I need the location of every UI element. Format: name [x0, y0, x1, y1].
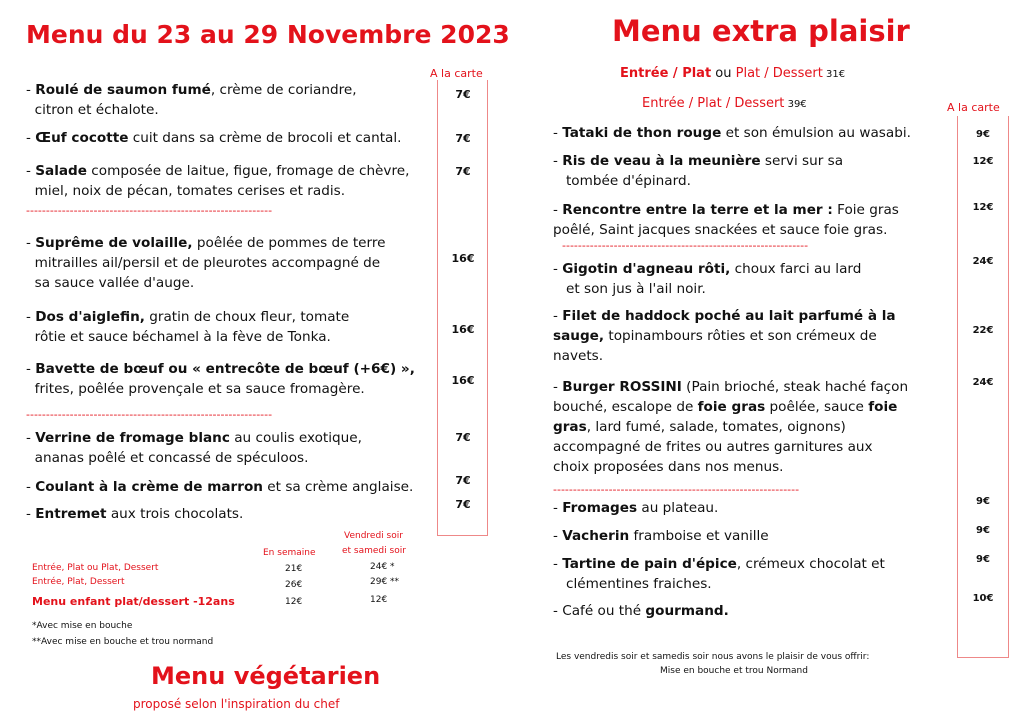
right-a-la-carte: A la carte: [947, 101, 1000, 114]
menu-item-tartine: - Tartine de pain d'épice, crémeux chocolat et clémentines fraiches.: [553, 556, 885, 592]
price-haddock: 22€: [972, 325, 994, 336]
separator: --------------------------------------------------------------: [26, 408, 273, 421]
price-tartine: 9€: [976, 554, 990, 565]
note-2: **Avec mise en bouche et trou normand: [32, 637, 214, 647]
menu-item-aiglefin: - Dos d'aiglefin, gratin de choux fleur, tomate rôtie et sauce béchamel à la fève de Tonka.: [26, 309, 350, 345]
formule-header-vendredi-2: et samedi soir: [342, 546, 406, 556]
veg-subtitle: proposé selon l'inspiration du chef: [133, 697, 340, 711]
menu-item-salade: - Salade composée de laitue, figue, fromage de chèvre, miel, noix de pécan, tomates cerises et radis.: [26, 163, 410, 199]
price-entremet: 7€: [455, 498, 471, 511]
menu-item-gigotin: - Gigotin d'agneau rôti, choux farci au lard et son jus à l'ail noir.: [553, 261, 862, 297]
menu-item-vacherin: - Vacherin framboise et vanille: [553, 528, 769, 544]
menu-item-tataki: - Tataki de thon rouge et son émulsion au wasabi.: [553, 125, 911, 141]
menu-item-burger: - Burger ROSSINI (Pain brioché, steak haché façon bouché, escalope de foie gras poêlée, sauce foie gras, lard fumé, salade, tomates, oignons) accompagné de frites ou autres garnitures aux choix proposées dans nos menus.: [553, 379, 909, 475]
separator: --------------------------------------------------------------: [26, 204, 273, 217]
formule-row-2-a: 26€: [285, 580, 303, 590]
formule-row-2-label: Entrée, Plat, Dessert: [32, 577, 125, 587]
menu-item-ris-de-veau: - Ris de veau à la meunière servi sur sa tombée d'épinard.: [553, 153, 844, 189]
price-verrine: 7€: [455, 431, 471, 444]
price-salade: 7€: [455, 165, 471, 178]
price-gigotin: 24€: [972, 256, 994, 267]
price-ris-de-veau: 12€: [972, 156, 994, 167]
price-oeuf: 7€: [455, 132, 471, 145]
formule-row-3-label: Menu enfant plat/dessert -12ans: [32, 595, 235, 608]
menu-item-saumon: - Roulé de saumon fumé, crème de coriandre, citron et échalote.: [26, 82, 357, 118]
menu-item-cafe: - Café ou thé gourmand.: [553, 603, 729, 619]
formule-header-semaine: En semaine: [263, 548, 316, 558]
formule-row-2-b: 29€ **: [370, 577, 400, 587]
formule-row-3-b: 12€: [370, 595, 388, 605]
menu-item-bavette: - Bavette de bœuf ou « entrecôte de bœuf (+6€) », frites, poêlée provençale et sa sauce fromagère.: [26, 361, 415, 397]
price-burger: 24€: [972, 377, 994, 388]
price-cafe: 10€: [972, 593, 994, 604]
price-vacherin: 9€: [976, 525, 990, 536]
price-tataki: 9€: [976, 129, 990, 140]
price-saumon: 7€: [455, 88, 471, 101]
formule-header-vendredi-1: Vendredi soir: [344, 531, 403, 541]
footer-line-1: Les vendredis soir et samedis soir nous avons le plaisir de vous offrir:: [556, 652, 870, 662]
menu-item-coulant: - Coulant à la crème de marron et sa crème anglaise.: [26, 479, 414, 495]
price-aiglefin: 16€: [451, 323, 475, 336]
left-a-la-carte: A la carte: [430, 67, 483, 80]
menu-item-rencontre: - Rencontre entre la terre et la mer : Foie gras poêlé, Saint jacques snackées et sauce foie gras.: [553, 202, 899, 238]
menu-item-haddock: - Filet de haddock poché au lait parfumé à la sauge, topinambours rôties et son crémeux de navets.: [553, 308, 896, 364]
veg-title: Menu végétarien: [151, 662, 381, 690]
left-title: Menu du 23 au 29 Novembre 2023: [26, 20, 510, 49]
price-volaille: 16€: [451, 252, 475, 265]
price-coulant: 7€: [455, 474, 471, 487]
menu-item-oeuf: - Œuf cocotte cuit dans sa crème de brocoli et cantal.: [26, 130, 402, 146]
formule-row-1-a: 21€: [285, 564, 303, 574]
price-bavette: 16€: [451, 374, 475, 387]
price-fromages: 9€: [976, 496, 990, 507]
formule-row-3-a: 12€: [285, 597, 303, 607]
separator: --------------------------------------------------------------: [553, 483, 800, 496]
menu-item-entremet: - Entremet aux trois chocolats.: [26, 506, 244, 522]
formule-row-1-label: Entrée, Plat ou Plat, Dessert: [32, 563, 159, 573]
menu-item-fromages: - Fromages au plateau.: [553, 500, 719, 516]
menu-item-verrine: - Verrine de fromage blanc au coulis exotique, ananas poêlé et concassé de spéculoos.: [26, 430, 362, 466]
note-1: *Avec mise en bouche: [32, 621, 133, 631]
formula-2: Entrée / Plat / Dessert 39€: [642, 96, 807, 111]
menu-item-volaille: - Suprême de volaille, poêlée de pommes de terre mitrailles ail/persil et de pleurotes accompagné de sa sauce vallée d'auge.: [26, 235, 386, 291]
formule-row-1-b: 24€ *: [370, 562, 395, 572]
right-title: Menu extra plaisir: [612, 14, 910, 48]
price-rencontre: 12€: [972, 202, 994, 213]
formula-1: Entrée / Plat ou Plat / Dessert 31€: [620, 66, 846, 81]
separator: --------------------------------------------------------------: [562, 239, 809, 252]
footer-line-2: Mise en bouche et trou Normand: [660, 666, 808, 676]
